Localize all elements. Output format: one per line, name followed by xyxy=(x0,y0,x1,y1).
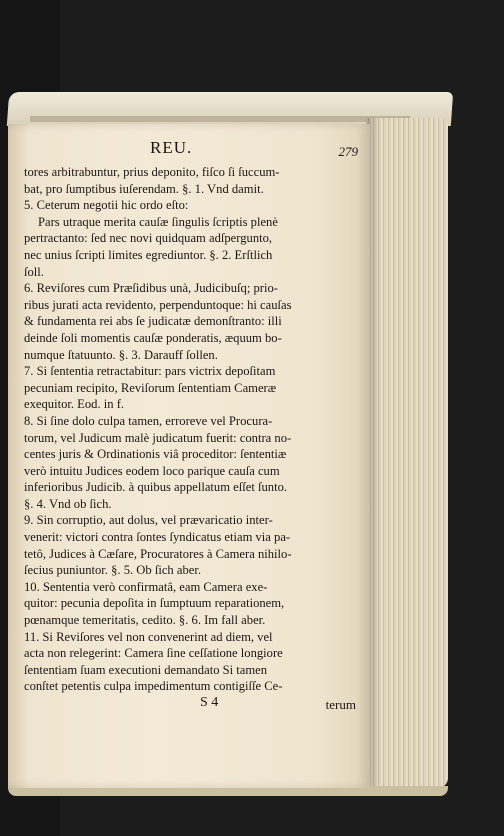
text-line: pertractanto: ſed nec novi quidquam adſpergunto, xyxy=(24,231,273,246)
signature-mark: S 4 xyxy=(200,695,219,710)
book-page xyxy=(8,124,370,788)
page-footer xyxy=(24,695,362,715)
text-line: §. 4. Vnd ob ſich. xyxy=(24,496,112,511)
text-line: ſententiam ſuam executioni demandato Si tamen xyxy=(24,662,268,677)
text-line: tetô, Judices à Cæſare, Procuratores à Camera nihilo- xyxy=(24,546,292,561)
text-line: ſecius puniuntor. §. 5. Ob ſich aber. xyxy=(24,563,201,578)
text-line: 9. Sin corruptio, aut dolus, vel prævaricatio inter- xyxy=(24,513,273,528)
text-line: & fundamenta rei abs ſe judicatæ demonſtranto: illi xyxy=(24,314,282,329)
running-head: REU. xyxy=(150,138,193,157)
text-line: 11. Si Reviſores vel non convenerint ad diem, vel xyxy=(24,629,273,644)
text-line: pecuniam recipito, Reviſorum ſententiam Cameræ xyxy=(24,380,277,395)
text-line: nec unius ſcripti limites egrediuntor. §. 2. Erſtlich xyxy=(24,247,273,262)
text-line: centes juris & Ordinationis viâ proceditor: ſententiæ xyxy=(24,447,287,462)
text-line: quitor: pecunia depoſita in ſumptuum reparationem, xyxy=(24,596,285,611)
text-line: ſoll. xyxy=(24,264,44,279)
text-line: 6. Reviſores cum Præſidibus unà, Judicibuſq; prio- xyxy=(24,281,278,296)
text-line: Pars utraque merita cauſæ ſingulis ſcriptis plenè xyxy=(38,214,278,229)
book-top-edge xyxy=(30,116,410,122)
text-line: 10. Sententia verò confirmatâ, eam Camera exe- xyxy=(24,579,268,594)
page-text xyxy=(24,140,362,715)
text-line: tores arbitrabuntur, prius deponito, fiſco ſi ſuccum- xyxy=(24,165,280,179)
text-line: verò intuitu Judices eodem loco parique cauſa cum xyxy=(24,463,280,478)
page-header xyxy=(24,140,362,162)
text-line: 8. Si ſine dolo culpa tamen, erroreve vel Procura- xyxy=(24,413,273,428)
text-line: conſtet petentis culpa impedimentum contigiſſe Ce- xyxy=(24,679,283,694)
text-line: bat, pro ſumptibus iuſerendam. §. 1. Vnd damit. xyxy=(24,181,264,196)
text-line: 7. Si ſententia retractabitur: pars victrix depoſitam xyxy=(24,364,276,379)
text-line: inferioribus Judicib. à quibus appellatum eſſet ſunto. xyxy=(24,480,288,495)
text-line: ribus jurati acta revidento, perpenduntoque: hi cauſas xyxy=(24,297,292,312)
page-number: 279 xyxy=(338,144,358,159)
text-line: venerit: victori contra ſontes ſyndicatus etiam via pa- xyxy=(24,530,291,545)
text-line: exequitor. Eod. in f. xyxy=(24,397,125,412)
text-line: 5. Ceterum negotii hic ordo eſto: xyxy=(24,198,189,213)
text-line: pœnamque temeritatis, cedito. §. 6. Im fall aber. xyxy=(24,613,266,628)
text-line: torum, vel Judicum malè judicatum fuerit: contra no- xyxy=(24,430,292,445)
text-line: deinde ſoli momentis cauſæ ponderatis, æquum bo- xyxy=(24,330,282,345)
text-line: numque ſtatuunto. §. 3. Darauff ſollen. xyxy=(24,347,218,362)
text-line: acta non relegerint: Camera ſine ceſſatione longiore xyxy=(24,646,283,661)
catchword: terum xyxy=(325,697,356,712)
